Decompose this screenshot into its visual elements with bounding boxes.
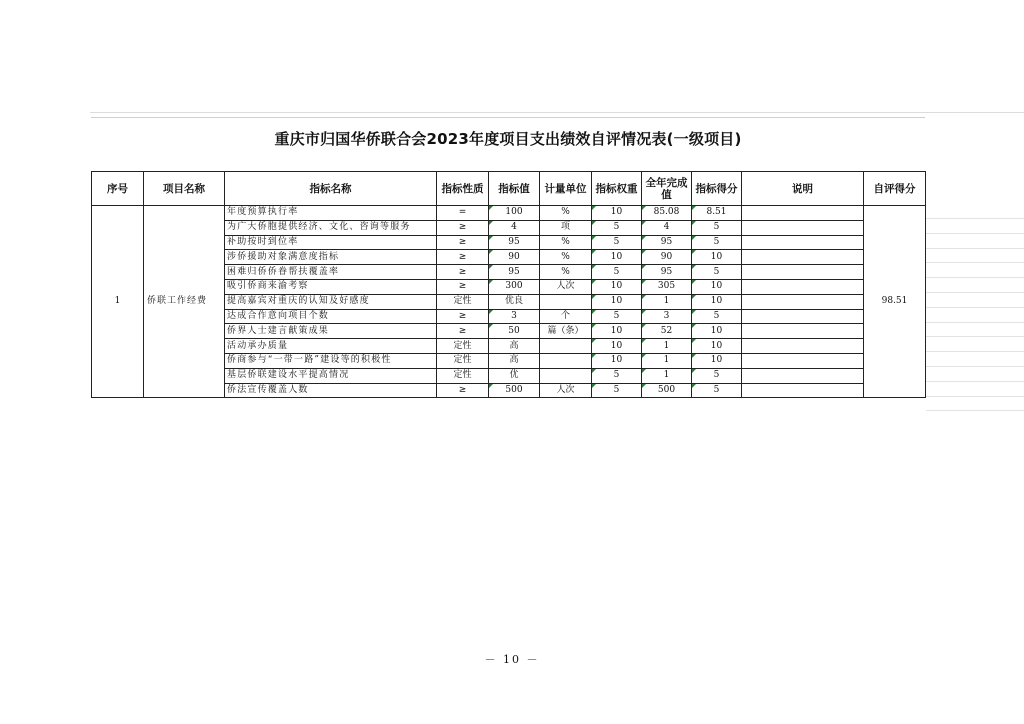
completed-value-cell: 305 (642, 279, 692, 294)
indicator-value-cell: 500 (489, 383, 540, 398)
indicator-nature-cell: 定性 (437, 368, 489, 383)
indicator-score-cell: 5 (692, 265, 742, 280)
sheet-gridline (926, 396, 1024, 397)
indicator-name-cell: 吸引侨商来渝考察 (225, 279, 437, 294)
completed-value-cell: 95 (642, 235, 692, 250)
indicator-nature-cell: ≥ (437, 279, 489, 294)
indicator-name-cell: 侨界人士建言献策成果 (225, 324, 437, 339)
weight-cell: 10 (592, 339, 642, 354)
sheet-gridline (926, 307, 1024, 308)
unit-cell: 人次 (540, 383, 592, 398)
header-note: 说明 (742, 172, 864, 206)
unit-cell: % (540, 265, 592, 280)
indicator-nature-cell: 定性 (437, 294, 489, 309)
weight-cell: 5 (592, 383, 642, 398)
header-row (92, 172, 926, 206)
unit-cell: 人次 (540, 279, 592, 294)
indicator-name-cell: 活动承办质量 (225, 339, 437, 354)
page-number: － 10 － (484, 653, 540, 666)
note-cell (742, 368, 864, 383)
indicator-name-cell: 基层侨联建设水平提高情况 (225, 368, 437, 383)
weight-cell: 10 (592, 206, 642, 221)
completed-value-cell: 1 (642, 353, 692, 368)
indicator-nature-cell: ≥ (437, 250, 489, 265)
unit-cell: 个 (540, 309, 592, 324)
header-weight: 指标权重 (592, 172, 642, 206)
indicator-value-cell: 高 (489, 353, 540, 368)
weight-cell: 5 (592, 235, 642, 250)
indicator-value-cell: 4 (489, 220, 540, 235)
completed-value-cell: 85.08 (642, 206, 692, 221)
indicator-nature-cell: ≥ (437, 265, 489, 280)
completed-value-cell: 1 (642, 339, 692, 354)
note-cell (742, 353, 864, 368)
sheet-gridline (926, 366, 1024, 367)
header-unit: 计量单位 (540, 172, 592, 206)
completed-value-cell: 1 (642, 368, 692, 383)
sheet-gridline (926, 322, 1024, 323)
header-indicator-name: 指标名称 (225, 172, 437, 206)
table-row (92, 206, 926, 221)
weight-cell: 10 (592, 294, 642, 309)
weight-cell: 10 (592, 353, 642, 368)
note-cell (742, 220, 864, 235)
unit-cell (540, 353, 592, 368)
header-score: 指标得分 (692, 172, 742, 206)
project-seq: 1 (92, 206, 144, 398)
unit-cell: % (540, 250, 592, 265)
weight-cell: 10 (592, 250, 642, 265)
indicator-score-cell: 10 (692, 294, 742, 309)
indicator-value-cell: 优良 (489, 294, 540, 309)
unit-cell: 项 (540, 220, 592, 235)
indicator-nature-cell: ≥ (437, 235, 489, 250)
sheet-gridline (926, 292, 1024, 293)
header-nature: 指标性质 (437, 172, 489, 206)
indicator-value-cell: 95 (489, 235, 540, 250)
indicator-nature-cell: 定性 (437, 339, 489, 354)
indicator-value-cell: 3 (489, 309, 540, 324)
completed-value-cell: 4 (642, 220, 692, 235)
indicator-score-cell: 8.51 (692, 206, 742, 221)
note-cell (742, 383, 864, 398)
table-body (92, 206, 926, 398)
weight-cell: 5 (592, 265, 642, 280)
indicator-name-cell: 补助按时到位率 (225, 235, 437, 250)
header-project-name: 项目名称 (144, 172, 225, 206)
indicator-score-cell: 10 (692, 279, 742, 294)
weight-cell: 10 (592, 279, 642, 294)
indicator-nature-cell: ≥ (437, 309, 489, 324)
unit-cell: % (540, 206, 592, 221)
sheet-gridline (926, 218, 1024, 219)
unit-cell (540, 294, 592, 309)
sheet-gridline (926, 248, 1024, 249)
sheet-gridline (926, 410, 1024, 411)
note-cell (742, 309, 864, 324)
indicator-score-cell: 10 (692, 324, 742, 339)
unit-cell (540, 339, 592, 354)
weight-cell: 5 (592, 309, 642, 324)
indicator-value-cell: 100 (489, 206, 540, 221)
indicator-name-cell: 侨商参与“一带一路”建设等的积极性 (225, 353, 437, 368)
indicator-nature-cell: 定性 (437, 353, 489, 368)
sheet-gridline (926, 233, 1024, 234)
indicator-score-cell: 5 (692, 235, 742, 250)
weight-cell: 5 (592, 368, 642, 383)
indicator-score-cell: 10 (692, 339, 742, 354)
table-title: 重庆市归国华侨联合会2023年度项目支出绩效自评情况表(一级项目) (274, 129, 742, 148)
indicator-name-cell: 困难归侨侨眷帮扶覆盖率 (225, 265, 437, 280)
note-cell (742, 294, 864, 309)
note-cell (742, 324, 864, 339)
indicator-name-cell: 年度预算执行率 (225, 206, 437, 221)
header-completed: 全年完成值 (642, 172, 692, 206)
indicator-score-cell: 5 (692, 220, 742, 235)
indicator-name-cell: 达成合作意向项目个数 (225, 309, 437, 324)
note-cell (742, 206, 864, 221)
indicator-nature-cell: ≥ (437, 220, 489, 235)
completed-value-cell: 52 (642, 324, 692, 339)
indicator-score-cell: 10 (692, 353, 742, 368)
completed-value-cell: 500 (642, 383, 692, 398)
self-score-cell: 98.51 (864, 206, 926, 398)
completed-value-cell: 3 (642, 309, 692, 324)
indicator-value-cell: 优 (489, 368, 540, 383)
completed-value-cell: 1 (642, 294, 692, 309)
weight-cell: 5 (592, 220, 642, 235)
indicator-score-cell: 5 (692, 368, 742, 383)
note-cell (742, 265, 864, 280)
indicator-value-cell: 90 (489, 250, 540, 265)
indicator-score-cell: 5 (692, 383, 742, 398)
sheet-gridline (926, 262, 1024, 263)
note-cell (742, 235, 864, 250)
completed-value-cell: 95 (642, 265, 692, 280)
header-seq: 序号 (92, 172, 144, 206)
unit-cell (540, 368, 592, 383)
indicator-name-cell: 为广大侨胞提供经济、文化、咨询等服务 (225, 220, 437, 235)
indicator-value-cell: 50 (489, 324, 540, 339)
sheet-gridline (926, 336, 1024, 337)
weight-cell: 10 (592, 324, 642, 339)
indicator-value-cell: 95 (489, 265, 540, 280)
indicator-value-cell: 高 (489, 339, 540, 354)
header-self-score: 自评得分 (864, 172, 926, 206)
sheet-gridline (926, 351, 1024, 352)
sheet-gridline (90, 112, 1024, 113)
sheet-gridline (926, 277, 1024, 278)
project-name: 侨联工作经费 (144, 206, 225, 398)
sheet-gridline (926, 381, 1024, 382)
note-cell (742, 339, 864, 354)
header-value: 指标值 (489, 172, 540, 206)
indicator-name-cell: 涉侨援助对象满意度指标 (225, 250, 437, 265)
indicator-nature-cell: = (437, 206, 489, 221)
note-cell (742, 279, 864, 294)
indicator-nature-cell: ≥ (437, 324, 489, 339)
title-row (91, 117, 925, 158)
completed-value-cell: 90 (642, 250, 692, 265)
performance-table (91, 171, 926, 398)
indicator-score-cell: 5 (692, 309, 742, 324)
unit-cell: % (540, 235, 592, 250)
note-cell (742, 250, 864, 265)
indicator-value-cell: 300 (489, 279, 540, 294)
indicator-nature-cell: ≥ (437, 383, 489, 398)
indicator-name-cell: 侨法宣传覆盖人数 (225, 383, 437, 398)
indicator-score-cell: 10 (692, 250, 742, 265)
indicator-name-cell: 提高嘉宾对重庆的认知及好感度 (225, 294, 437, 309)
unit-cell: 篇（条） (540, 324, 592, 339)
